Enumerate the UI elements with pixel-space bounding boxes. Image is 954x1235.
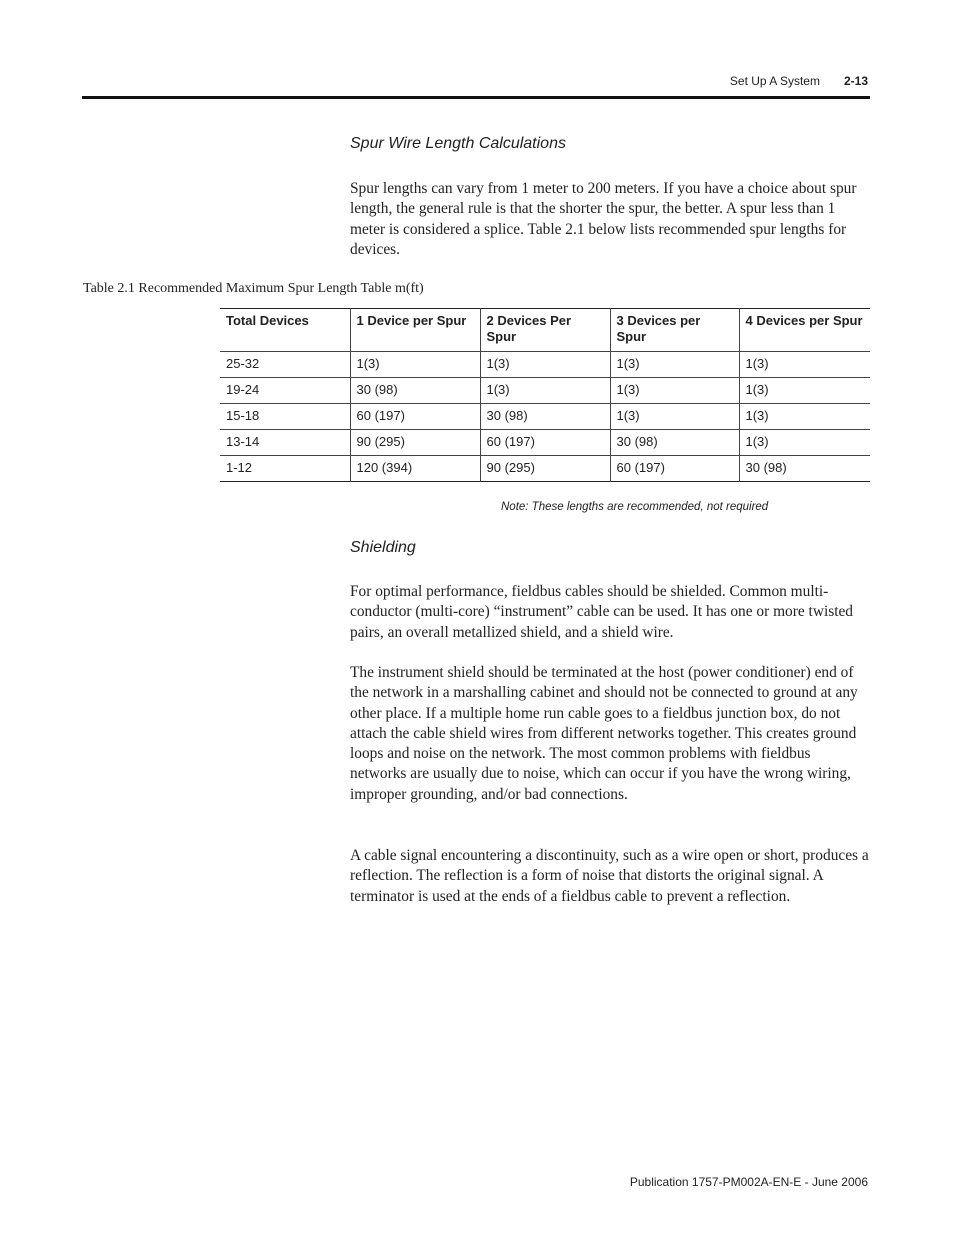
table-cell: 1(3) (739, 352, 870, 378)
table-row (220, 404, 870, 430)
page-header (730, 74, 868, 88)
table-row (220, 352, 870, 378)
publication-footer: Publication 1757-PM002A-EN-E - June 2006 (629, 1175, 868, 1189)
column-header: 4 Devices per Spur (739, 309, 870, 352)
table-cell: 30 (98) (739, 456, 870, 482)
shielding-paragraph-1: For optimal performance, fieldbus cables should be shielded. Common multi-conductor (multi-core) “instrument” cable can be used. It has one or more twisted pairs, an overall metallized shield, and a shield wire. (350, 583, 854, 641)
table-cell: 1(3) (350, 352, 480, 378)
table-cell: 1(3) (480, 352, 610, 378)
table-cell: 1(3) (739, 404, 870, 430)
table-cell: 1(3) (739, 378, 870, 404)
table-cell: 60 (197) (350, 404, 480, 430)
table-header-row (220, 309, 870, 352)
table-caption: Table 2.1 Recommended Maximum Spur Length Table m(ft) (83, 281, 424, 296)
table-cell: 1(3) (739, 430, 870, 456)
column-header: 3 Devices per Spur (610, 309, 739, 352)
table-cell: 120 (394) (350, 456, 480, 482)
column-header: 1 Device per Spur (350, 309, 480, 352)
table-cell: 13-14 (226, 434, 260, 449)
spur-paragraph: Spur lengths can vary from 1 meter to 200 meters. If you have a choice about spur length, the general rule is that the shorter the spur, the better. A spur less than 1 meter is considered a splice. Table 2.1 below lists recommended spur lengths for devices. (350, 180, 857, 258)
shielding-section-title: Shielding (350, 539, 416, 556)
table-cell: 1(3) (480, 378, 610, 404)
table-cell: 1(3) (610, 352, 739, 378)
column-header: Total Devices (226, 313, 309, 328)
spur-section-title: Spur Wire Length Calculations (350, 135, 566, 152)
table-cell: 19-24 (226, 382, 260, 397)
shielding-paragraph-2: The instrument shield should be terminated at the host (power conditioner) end of the network in a marshalling cabinet and should not be connected to ground at any other place. If a multiple home run cable goes to a fieldbus junction box, do not attach the cable shield wires from different networks together. This creates ground loops and noise on the network. The most common problems with fieldbus networks are usually due to noise, which can occur if you have the wrong wiring, improper grounding, and/or bad connections. (350, 664, 858, 803)
table-cell: 1(3) (610, 378, 739, 404)
table-cell: 60 (197) (480, 430, 610, 456)
table-cell: 60 (197) (610, 456, 739, 482)
table-cell: 1-12 (226, 460, 253, 475)
table-row (220, 456, 870, 482)
table-cell: 90 (295) (480, 456, 610, 482)
table-cell: 30 (98) (350, 378, 480, 404)
table-row (220, 378, 870, 404)
column-header: 2 Devices Per Spur (480, 309, 610, 352)
table-row (220, 430, 870, 456)
table-note: Note: These lengths are recommended, not required (501, 501, 769, 513)
table-cell: 25-32 (226, 356, 260, 371)
table-cell: 30 (98) (480, 404, 610, 430)
header-section-title: Set Up A System (729, 74, 820, 88)
table-cell: 1(3) (610, 404, 739, 430)
shielding-paragraph-3: A cable signal encountering a discontinuity, such as a wire open or short, produces a reflection. The reflection is a form of noise that distorts the original signal. A terminator is used at the ends of a fieldbus cable to prevent a reflection. (350, 847, 869, 905)
header-rule (82, 96, 870, 99)
table-cell: 15-18 (226, 408, 260, 423)
table-cell: 30 (98) (610, 430, 739, 456)
spur-length-table (220, 308, 870, 482)
table-cell: 90 (295) (350, 430, 480, 456)
page-number: 2-13 (843, 74, 868, 88)
